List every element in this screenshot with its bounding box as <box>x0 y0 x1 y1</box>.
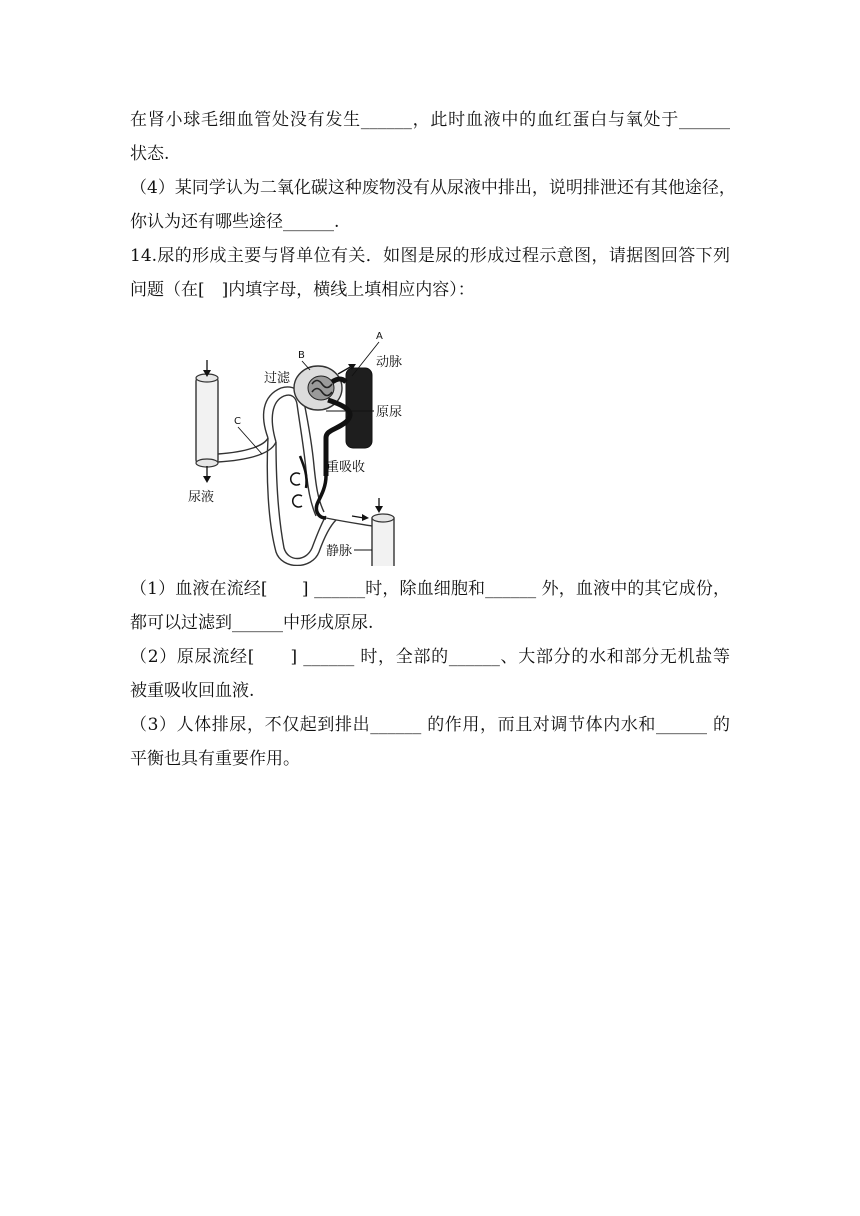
sub-question-2-line-2: 被重吸收回血液. <box>130 681 255 701</box>
text-line-2: 状态. <box>130 144 170 164</box>
sub-question-2-line-1: （2）原尿流经[ ] ______ 时，全部的______、大部分的水和部分无机盐等 <box>130 647 730 667</box>
renal-tubule <box>218 387 336 566</box>
label-reabsorption: 重吸收 <box>326 460 366 475</box>
nephron-diagram <box>176 326 436 566</box>
label-filtration: 过滤 <box>264 371 291 386</box>
label-urine: 尿液 <box>188 490 215 505</box>
text-line-3: （4）某同学认为二氧化碳这种废物没有从尿液中排出，说明排泄还有其他途径， <box>130 178 736 198</box>
question-14-stem: 14.尿的形成主要与肾单位有关．如图是尿的形成过程示意图，请据图回答下列 <box>130 246 730 266</box>
label-c: C <box>234 416 241 427</box>
label-b: B <box>298 350 305 361</box>
text-line-1: 在肾小球毛细血管处没有发生______，此时血液中的血红蛋白与氧处于______ <box>130 110 730 130</box>
label-artery: 动脉 <box>376 355 403 370</box>
question-14-instruction: 问题（在[ ]内填字母，横线上填相应内容）： <box>130 280 475 300</box>
sub-question-1-line-2: 都可以过滤到______中形成原尿. <box>130 613 374 633</box>
label-a: A <box>376 331 383 342</box>
sub-question-3-line-1: （3）人体排尿，不仅起到排出______ 的作用，而且对调节体内水和______ 的 <box>130 715 730 735</box>
sub-question-1-line-1: （1）血液在流经[ ] ______时，除血细胞和______ 外，血液中的其它成份， <box>130 579 730 599</box>
label-primary-urine: 原尿 <box>376 405 403 420</box>
collecting-duct <box>196 360 218 483</box>
label-vein: 静脉 <box>326 544 353 559</box>
sub-question-3-line-2: 平衡也具有重要作用。 <box>130 749 300 769</box>
text-line-4: 你认为还有哪些途径______. <box>130 212 340 232</box>
